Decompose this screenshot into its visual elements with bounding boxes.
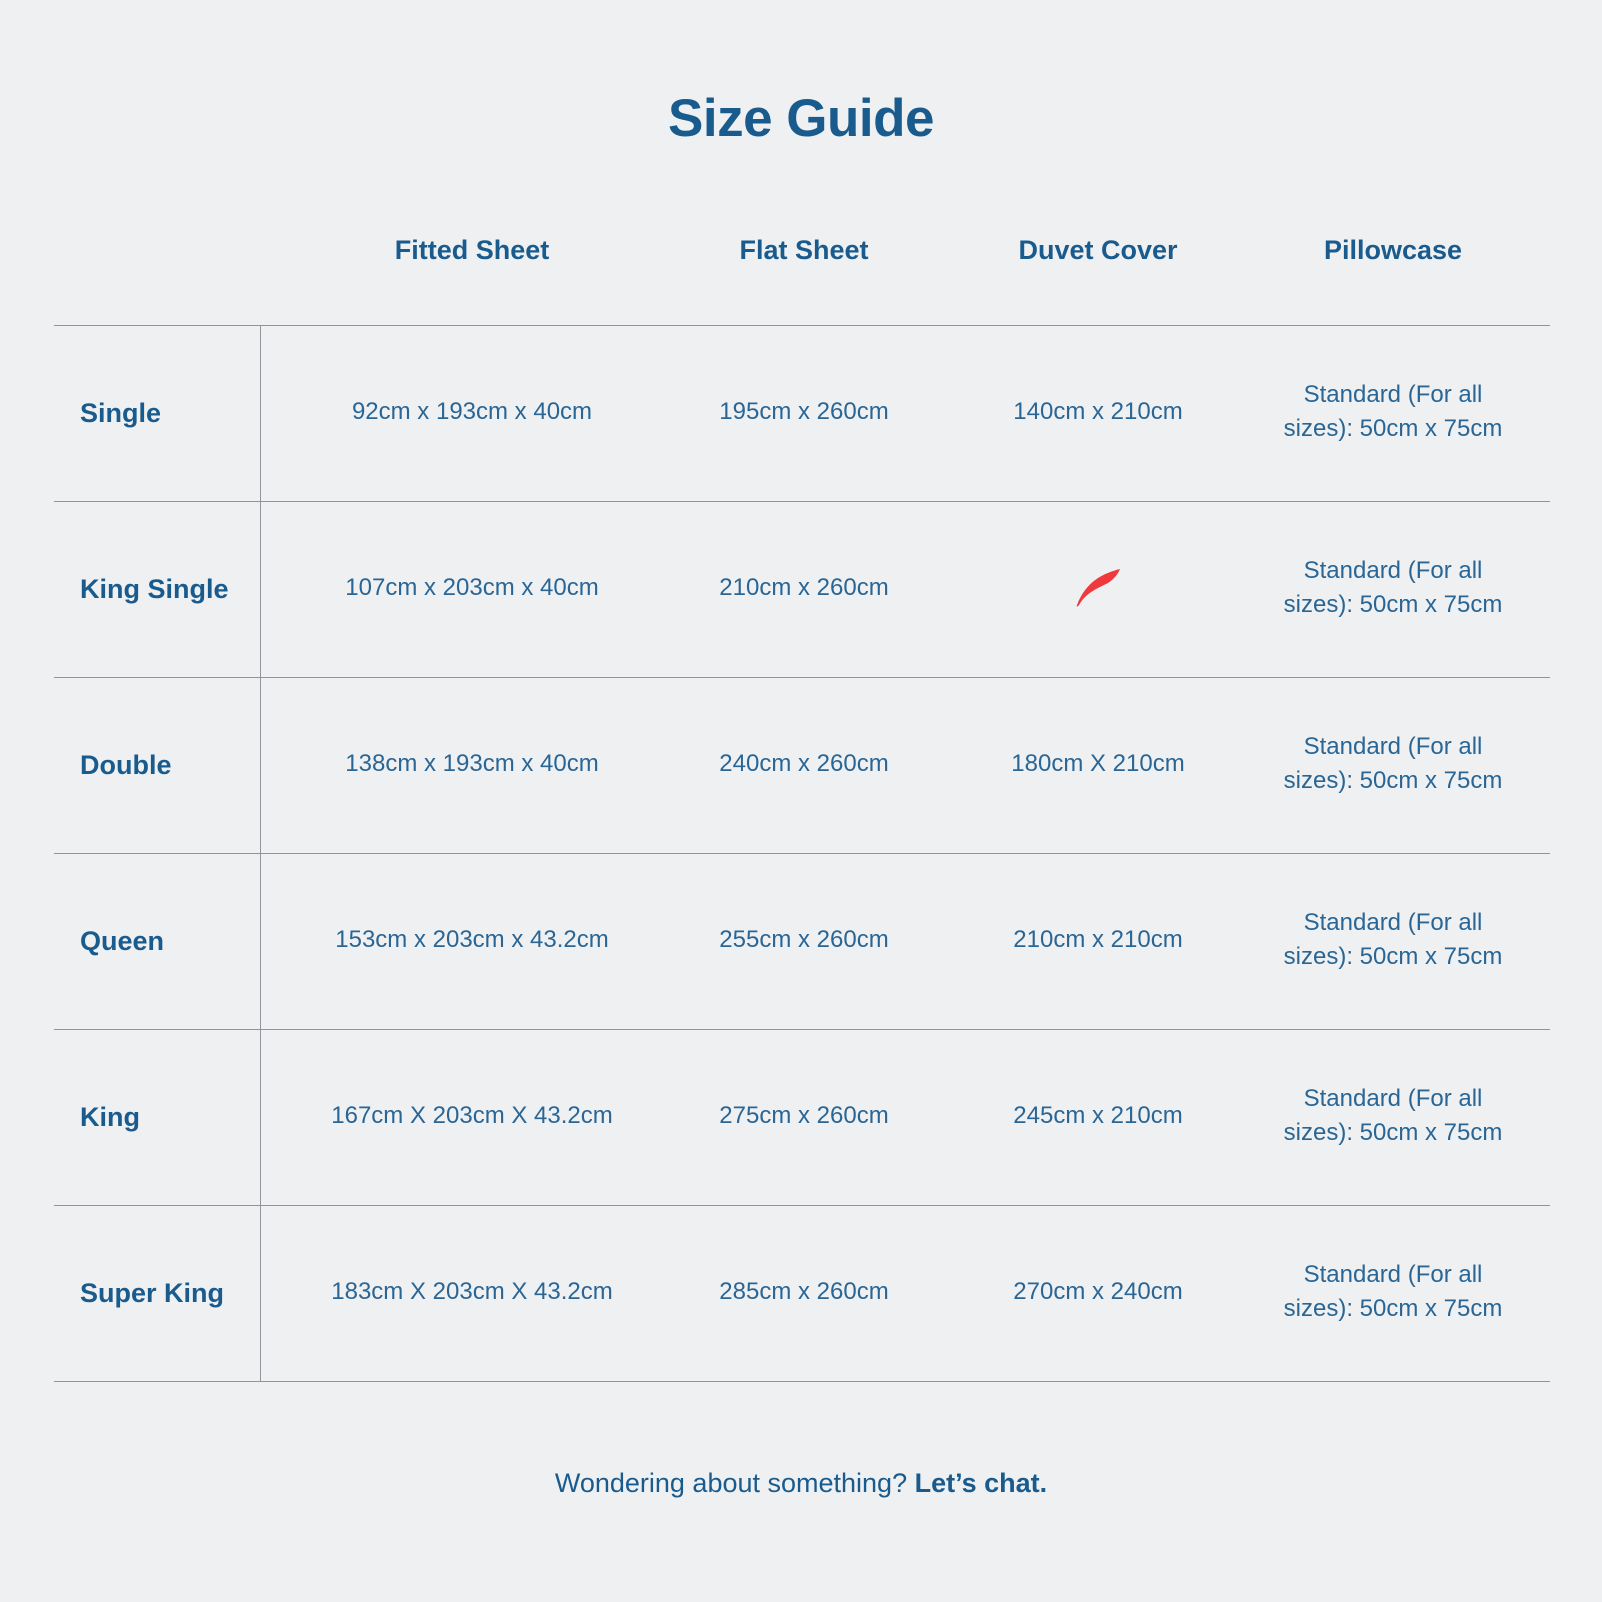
pillowcase-size: Standard (For all sizes): 50cm x 75cm [1283, 1260, 1503, 1322]
footer [0, 1468, 1602, 1499]
row-label: Double [54, 678, 261, 853]
column-header-fitted-sheet: Fitted Sheet [394, 235, 550, 265]
fitted-sheet-size: 107cm x 203cm x 40cm [345, 573, 599, 601]
duvet-cover-size [948, 502, 1248, 677]
pillowcase-size: Standard (For all sizes): 50cm x 75cm [1283, 556, 1503, 618]
table-header [0, 235, 1602, 285]
column-header-duvet-cover: Duvet Cover [1018, 235, 1178, 265]
row-label: Super King [54, 1206, 261, 1381]
flat-sheet-size: 210cm x 260cm [719, 573, 889, 601]
feather-icon [1074, 567, 1122, 609]
fitted-sheet-size: 183cm X 203cm X 43.2cm [331, 1277, 613, 1305]
column-header-pillowcase: Pillowcase [1323, 235, 1463, 265]
fitted-sheet-size: 92cm x 193cm x 40cm [351, 397, 593, 425]
fitted-sheet-size: 153cm x 203cm x 43.2cm [335, 925, 609, 953]
row-label: Queen [54, 854, 261, 1029]
flat-sheet-size: 285cm x 260cm [719, 1277, 889, 1305]
pillowcase-size: Standard (For all sizes): 50cm x 75cm [1283, 732, 1503, 794]
row-label: King Single [54, 502, 261, 677]
table-row [54, 678, 1550, 854]
flat-sheet-size: 255cm x 260cm [719, 925, 889, 953]
size-table [54, 325, 1550, 1382]
table-row [54, 326, 1550, 502]
flat-sheet-size: 195cm x 260cm [719, 397, 889, 425]
table-row [54, 502, 1550, 678]
fitted-sheet-size: 138cm x 193cm x 40cm [345, 749, 599, 777]
duvet-cover-size: 210cm x 210cm [1013, 925, 1183, 953]
flat-sheet-size: 275cm x 260cm [719, 1101, 889, 1129]
duvet-cover-size: 245cm x 210cm [1013, 1101, 1183, 1129]
pillowcase-size: Standard (For all sizes): 50cm x 75cm [1283, 908, 1503, 970]
footer-text: Wondering about something? [554, 1468, 908, 1498]
table-row [54, 1030, 1550, 1206]
flat-sheet-size: 240cm x 260cm [719, 749, 889, 777]
column-header-flat-sheet: Flat Sheet [739, 235, 869, 265]
duvet-cover-size: 140cm x 210cm [1013, 397, 1183, 425]
table-row [54, 1206, 1550, 1382]
pillowcase-size: Standard (For all sizes): 50cm x 75cm [1283, 1084, 1503, 1146]
fitted-sheet-size: 167cm X 203cm X 43.2cm [331, 1101, 613, 1129]
duvet-cover-size: 180cm X 210cm [1011, 749, 1185, 777]
page-title: Size Guide [668, 89, 934, 148]
chat-link[interactable]: Let’s chat. [914, 1468, 1048, 1498]
row-label: Single [54, 326, 261, 501]
duvet-cover-size: 270cm x 240cm [1013, 1277, 1183, 1305]
table-row [54, 854, 1550, 1030]
pillowcase-size: Standard (For all sizes): 50cm x 75cm [1283, 380, 1503, 442]
row-label: King [54, 1030, 261, 1205]
